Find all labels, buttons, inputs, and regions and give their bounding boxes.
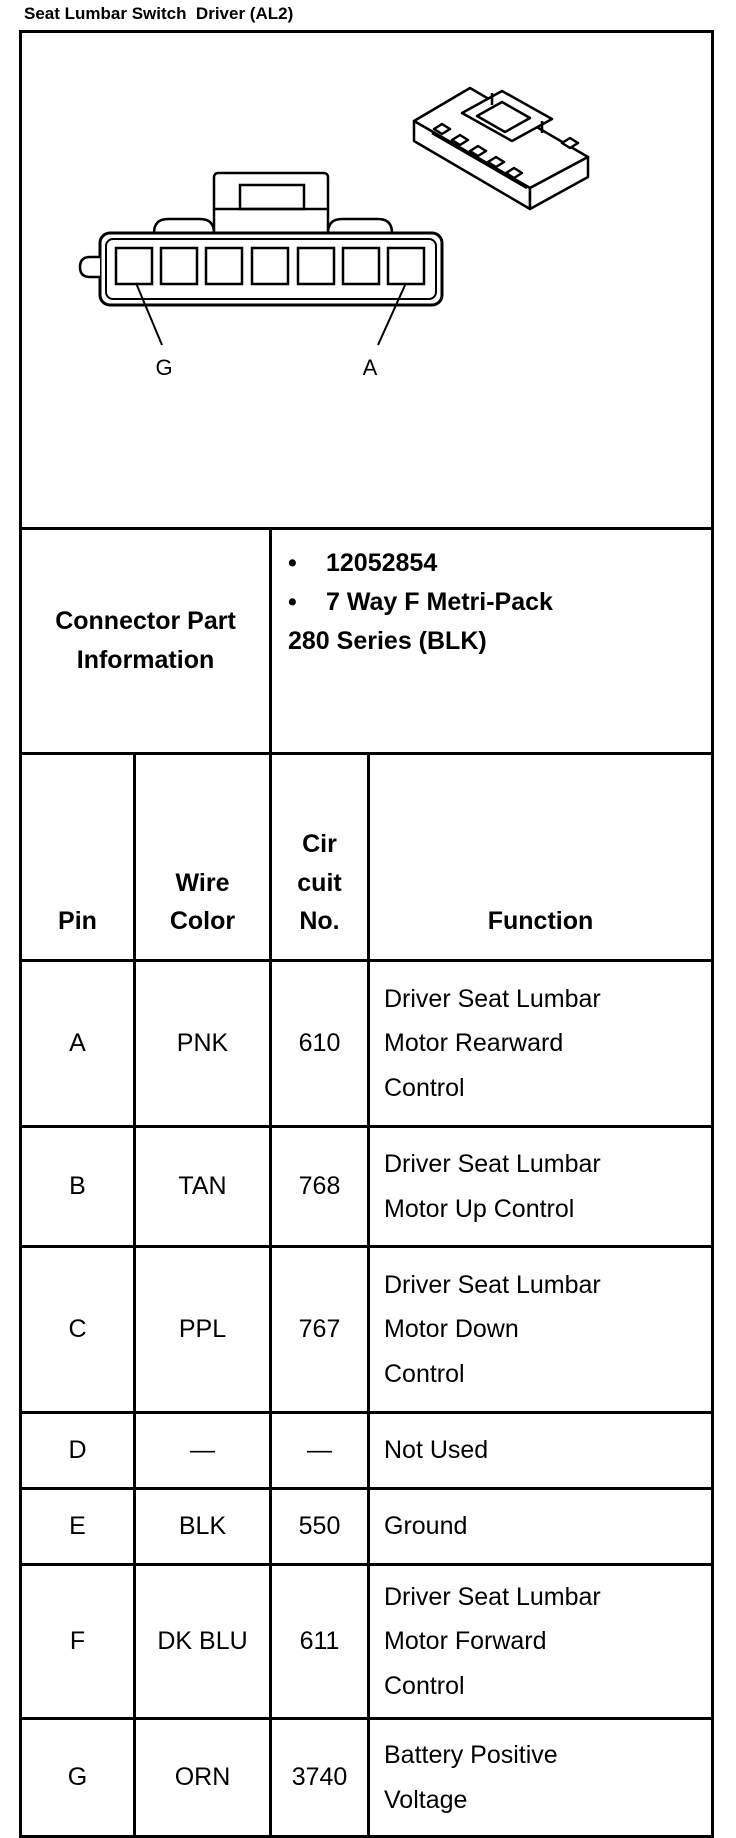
circuit-cell: 768	[271, 1127, 369, 1247]
function-cell: Driver Seat Lumbar Motor Up Control	[369, 1127, 713, 1247]
wire-color-cell: ORN	[135, 1719, 271, 1837]
connector-sheet	[19, 30, 711, 1838]
function-cell: Driver Seat Lumbar Motor Forward Control	[369, 1565, 713, 1719]
wire-color-cell: DK BLU	[135, 1565, 271, 1719]
pin-cell: B	[21, 1127, 135, 1247]
connector-info-label	[21, 529, 271, 754]
table-row	[21, 1719, 713, 1837]
table-row	[21, 1489, 713, 1565]
wire-color-cell: —	[135, 1413, 271, 1489]
function-cell: Ground	[369, 1489, 713, 1565]
connector-body	[80, 233, 442, 345]
connector-drawing	[22, 33, 708, 527]
description-item: • 7 Way F Metri-Pack	[288, 587, 553, 616]
wire-color-cell: BLK	[135, 1489, 271, 1565]
header-circuit-no: Cir cuit No.	[271, 754, 369, 961]
table-row	[21, 1565, 713, 1719]
function-cell: Driver Seat Lumbar Motor Rearward Control	[369, 961, 713, 1127]
table-header-row	[21, 754, 713, 961]
wire-color-cell: PNK	[135, 961, 271, 1127]
wire-color-cell: PPL	[135, 1247, 271, 1413]
circuit-cell: 611	[271, 1565, 369, 1719]
table-row	[21, 1127, 713, 1247]
pin-cell: D	[21, 1413, 135, 1489]
table-row	[21, 961, 713, 1127]
part-number: 12052854	[326, 549, 438, 577]
pin-cell: C	[21, 1247, 135, 1413]
pin-cell: G	[21, 1719, 135, 1837]
connector-info-details	[271, 529, 713, 754]
function-cell: Not Used	[369, 1413, 713, 1489]
page-title: Seat Lumbar Switch Driver (AL2)	[24, 4, 294, 23]
pin-cell: A	[21, 961, 135, 1127]
circuit-cell: —	[271, 1413, 369, 1489]
pin-label-g: G	[155, 355, 173, 380]
table-row	[21, 1247, 713, 1413]
function-cell: Battery Positive Voltage	[369, 1719, 713, 1837]
circuit-cell: 550	[271, 1489, 369, 1565]
description-line2: 280 Series (BLK)	[288, 626, 487, 655]
circuit-cell: 610	[271, 961, 369, 1127]
info-label-line1: Connector Part	[55, 607, 236, 636]
connector-iso-icon	[414, 88, 588, 209]
wire-color-cell: TAN	[135, 1127, 271, 1247]
pin-cell: E	[21, 1489, 135, 1565]
info-label-line2: Information	[76, 646, 215, 674]
table-row	[21, 1413, 713, 1489]
description-line1: 7 Way F Metri-Pack	[326, 587, 553, 616]
header-wire-color: Wire Color	[135, 754, 271, 961]
function-cell: Driver Seat Lumbar Motor Down Control	[369, 1247, 713, 1413]
circuit-cell: 767	[271, 1247, 369, 1413]
pin-cell: F	[21, 1565, 135, 1719]
circuit-cell: 3740	[271, 1719, 369, 1837]
header-pin: Pin	[21, 754, 135, 961]
pin-label-a: A	[362, 355, 378, 380]
connector-diagram	[21, 32, 713, 529]
connector-table	[19, 30, 714, 1838]
header-function: Function	[369, 754, 713, 961]
part-number-item: • 12052854	[288, 549, 438, 577]
pin-cavities	[116, 248, 424, 284]
